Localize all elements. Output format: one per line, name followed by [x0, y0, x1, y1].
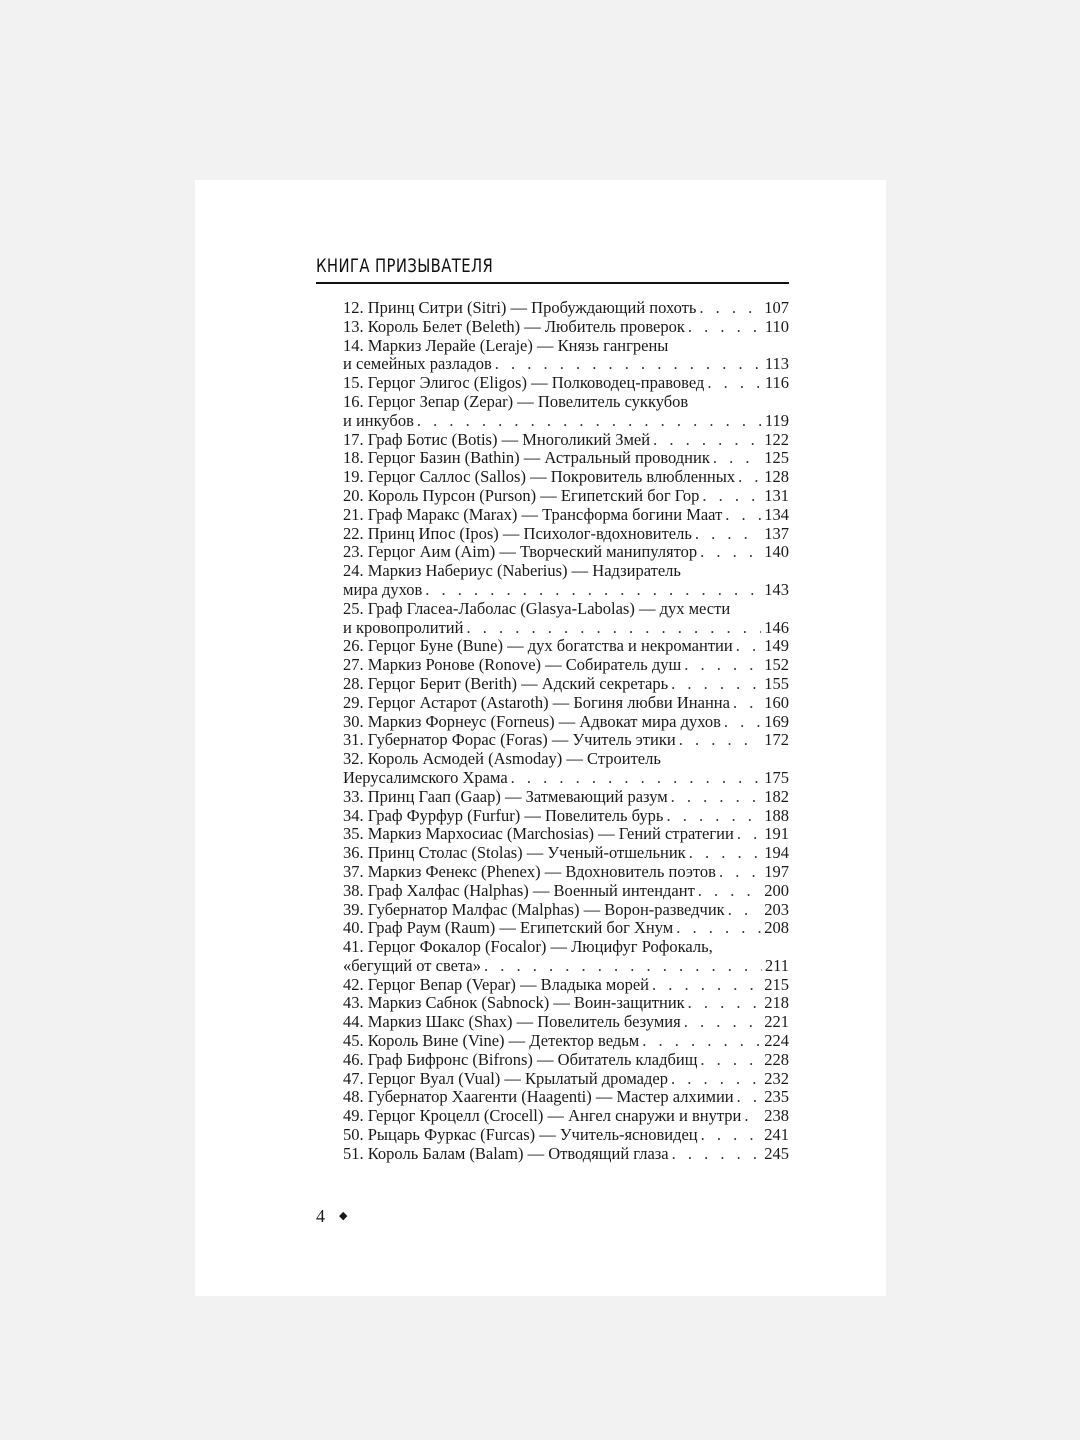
toc-entry	[343, 1107, 789, 1126]
toc-entry-title: 14. Маркиз Лерайе (Leraje) — Князь гангрены	[343, 336, 669, 355]
dot-leader	[511, 769, 762, 788]
toc-entry-title: 45. Король Вине (Vine) — Детектор ведьм	[343, 1032, 640, 1051]
toc-line	[343, 619, 789, 638]
toc-line	[343, 901, 789, 920]
toc-entry	[343, 1032, 789, 1051]
toc-entry	[343, 1145, 789, 1164]
toc-entry	[343, 487, 789, 506]
toc-entry	[343, 318, 789, 337]
toc-page-number: 221	[764, 1013, 789, 1032]
toc-page-number: 169	[764, 712, 789, 731]
dot-leader	[724, 713, 761, 732]
toc-entry	[343, 468, 789, 487]
toc-entry-title: 32. Король Асмодей (Asmoday) — Строитель	[343, 750, 661, 769]
folio	[316, 1206, 347, 1227]
toc-page-number: 116	[764, 374, 789, 393]
toc-page-number: 224	[764, 1032, 789, 1051]
toc-line	[343, 525, 789, 544]
dot-leader	[744, 1107, 761, 1126]
toc-page-number: 140	[764, 543, 789, 562]
toc-page-number: 137	[764, 524, 789, 543]
toc-entry-title: 24. Маркиз Набериус (Naberius) — Надзиратель	[343, 562, 681, 581]
toc-entry-title: 33. Принц Гаап (Gaap) — Затмевающий разум	[343, 787, 668, 806]
toc-page-number: 211	[764, 956, 789, 975]
running-head: КНИГА ПРИЗЫВАТЕЛЯ	[316, 255, 494, 277]
toc-entry-title: 51. Король Балам (Balam) — Отводящий глаза	[343, 1144, 669, 1163]
toc-entry-title: 18. Герцог Базин (Bathin) — Астральный проводник	[343, 449, 710, 468]
toc-entry-title: 22. Принц Ипос (Ipos) — Психолог-вдохновитель	[343, 524, 692, 543]
dot-leader	[737, 1088, 762, 1107]
toc-page-number: 172	[764, 731, 789, 750]
toc-page-number: 119	[764, 411, 789, 430]
toc-entry-title: 41. Герцог Фокалор (Focalor) — Люцифуг Рофокаль,	[343, 938, 713, 957]
toc-entry-title: 16. Герцог Зепар (Zepar) — Повелитель суккубов	[343, 392, 689, 411]
toc-entry-title: 13. Король Белет (Beleth) — Любитель проверок	[343, 317, 685, 336]
toc-line	[343, 769, 789, 788]
toc-page-number: 235	[764, 1088, 789, 1107]
dot-leader	[733, 694, 761, 713]
toc-entry	[343, 562, 789, 600]
toc-entry	[343, 1013, 789, 1032]
toc-line	[343, 374, 789, 393]
dot-leader	[484, 957, 762, 976]
toc-entry	[343, 337, 789, 375]
dot-leader	[417, 412, 762, 431]
dot-leader	[684, 656, 761, 675]
dot-leader	[713, 449, 761, 468]
toc-line	[343, 788, 789, 807]
toc-page-number: 131	[764, 486, 789, 505]
toc-line	[343, 487, 789, 506]
toc-page-number: 122	[764, 430, 789, 449]
toc-entry-title: 36. Принц Столас (Stolas) — Ученый-отшельник	[343, 844, 686, 863]
toc-entry-title: 26. Герцог Буне (Bune) — дух богатства и некромантии	[343, 637, 733, 656]
toc-entry	[343, 994, 789, 1013]
toc-page-number: 152	[764, 656, 789, 675]
dot-leader	[728, 901, 762, 920]
toc-entry	[343, 788, 789, 807]
dot-leader	[701, 1126, 762, 1145]
page-number: 4	[316, 1206, 325, 1226]
dot-leader	[688, 318, 762, 337]
dot-leader	[671, 1070, 761, 1089]
dot-leader	[700, 1051, 761, 1070]
toc-entry-title: Иерусалимского Храма	[343, 768, 508, 787]
toc-entry-title: мира духов	[343, 580, 423, 599]
dot-leader	[672, 1145, 762, 1164]
toc-entry-title: 21. Граф Маракс (Marax) — Трансформа богини Маат	[343, 505, 723, 524]
toc-page-number: 143	[764, 580, 789, 599]
toc-entry	[343, 731, 789, 750]
toc-entry-title: 28. Герцог Берит (Berith) — Адский секретарь	[343, 674, 669, 693]
toc-line	[343, 976, 789, 995]
toc-entry	[343, 713, 789, 732]
toc-line	[343, 957, 789, 976]
toc-line	[343, 318, 789, 337]
toc-page-number: 160	[764, 693, 789, 712]
toc-line	[343, 468, 789, 487]
toc-page-number: 245	[764, 1144, 789, 1163]
toc-entry	[343, 882, 789, 901]
toc-entry-title: 38. Граф Халфас (Halphas) — Военный интендант	[343, 881, 695, 900]
toc-page-number: 149	[764, 637, 789, 656]
toc-page-number: 218	[764, 994, 789, 1013]
toc-entry-title: 49. Герцог Кроцелл (Crocell) — Ангел снаружи и внутри	[343, 1107, 742, 1126]
toc-line	[343, 431, 789, 450]
toc-page-number: 113	[764, 355, 789, 374]
toc-entry-title: 37. Маркиз Фенекс (Phenex) — Вдохновитель поэтов	[343, 862, 716, 881]
toc-line	[343, 1107, 789, 1126]
dot-leader	[736, 637, 762, 656]
toc-page-number: 188	[764, 806, 789, 825]
dot-leader	[676, 919, 761, 938]
toc-line	[343, 1126, 789, 1145]
toc-page-number: 197	[764, 862, 789, 881]
toc-line	[343, 938, 789, 957]
dot-leader	[719, 863, 761, 882]
toc-entry	[343, 543, 789, 562]
toc-line	[343, 694, 789, 713]
dot-leader	[699, 299, 761, 318]
toc-entry	[343, 1070, 789, 1089]
toc-entry	[343, 694, 789, 713]
dot-leader	[737, 825, 761, 844]
toc-entry-title: 34. Граф Фурфур (Furfur) — Повелитель бурь	[343, 806, 664, 825]
toc-line	[343, 863, 789, 882]
toc-entry-title: и инкубов	[343, 411, 414, 430]
toc-page-number: 128	[764, 468, 789, 487]
toc-entry	[343, 938, 789, 976]
toc-page-number: 125	[764, 449, 789, 468]
toc-entry	[343, 675, 789, 694]
dot-leader	[495, 355, 762, 374]
toc-line	[343, 675, 789, 694]
dot-leader	[725, 506, 761, 525]
toc-entry	[343, 393, 789, 431]
dot-leader	[702, 487, 761, 506]
toc-entry	[343, 656, 789, 675]
toc-page-number: 155	[764, 674, 789, 693]
dot-leader	[700, 543, 761, 562]
toc-entry-title: 43. Маркиз Сабнок (Sabnock) — Воин-защитник	[343, 994, 685, 1013]
dot-leader	[679, 731, 762, 750]
dot-leader	[642, 1032, 761, 1051]
toc-entry-title: 46. Граф Бифронс (Bifrons) — Обитатель кладбищ	[343, 1050, 698, 1069]
toc-page-number: 110	[764, 317, 789, 336]
toc-line	[343, 600, 789, 619]
toc-entry	[343, 844, 789, 863]
toc-line	[343, 1145, 789, 1164]
toc-entry-title: 42. Герцог Вепар (Vepar) — Владыка морей	[343, 975, 650, 994]
dot-leader	[466, 619, 761, 638]
toc-entry	[343, 919, 789, 938]
dot-leader	[684, 1013, 762, 1032]
toc-entry-title: 29. Герцог Астарот (Astaroth) — Богиня любви Инанна	[343, 693, 730, 712]
toc-entry	[343, 1051, 789, 1070]
toc-entry	[343, 1088, 789, 1107]
toc-line	[343, 750, 789, 769]
toc-entry	[343, 825, 789, 844]
toc-line	[343, 731, 789, 750]
toc-line	[343, 637, 789, 656]
toc-line	[343, 355, 789, 374]
toc-entry-title: 44. Маркиз Шакс (Shax) — Повелитель безумия	[343, 1013, 681, 1032]
toc-page-number: 182	[764, 787, 789, 806]
dot-leader	[653, 431, 761, 450]
toc-line	[343, 449, 789, 468]
toc-page-number: 146	[764, 618, 789, 637]
toc-entry-title: и семейных разладов	[343, 355, 492, 374]
toc-entry	[343, 449, 789, 468]
toc-line	[343, 844, 789, 863]
toc-entry-title: 15. Герцог Элигос (Eligos) — Полководец-правовед	[343, 374, 705, 393]
toc-line	[343, 412, 789, 431]
toc-page-number: 215	[764, 975, 789, 994]
toc-line	[343, 994, 789, 1013]
toc-entry-title: 48. Губернатор Хаагенти (Haagenti) — Мастер алхимии	[343, 1088, 734, 1107]
toc-entry	[343, 637, 789, 656]
toc-line	[343, 506, 789, 525]
toc-page-number: 228	[764, 1050, 789, 1069]
toc-line	[343, 713, 789, 732]
toc-page-number: 208	[764, 919, 789, 938]
toc-entry	[343, 976, 789, 995]
toc-line	[343, 1070, 789, 1089]
toc-page-number: 107	[764, 299, 789, 317]
toc-entry-title: 47. Герцог Вуал (Vual) — Крылатый дромадер	[343, 1069, 668, 1088]
toc-entry	[343, 299, 789, 318]
toc-line	[343, 1051, 789, 1070]
toc-entry-title: 50. Рыцарь Фуркас (Furcas) — Учитель-ясновидец	[343, 1126, 698, 1145]
toc-entry-title: и кровопролитий	[343, 618, 464, 637]
toc-entry-title: 30. Маркиз Форнеус (Forneus) — Адвокат мира духов	[343, 712, 721, 731]
toc-page-number: 194	[764, 844, 789, 863]
book-page	[195, 180, 886, 1296]
toc-line	[343, 1013, 789, 1032]
toc-line	[343, 919, 789, 938]
toc-page-number: 134	[764, 505, 789, 524]
toc-page-number: 241	[764, 1126, 789, 1145]
toc-entry-title: 17. Граф Ботис (Botis) — Многоликий Змей	[343, 430, 651, 449]
toc-entry-title: «бегущий от света»	[343, 956, 481, 975]
dot-leader	[666, 807, 761, 826]
toc-entry-title: 27. Маркиз Ронове (Ronove) — Собиратель душ	[343, 656, 682, 675]
toc-line	[343, 807, 789, 826]
toc-entry-title: 35. Маркиз Мархосиас (Marchosias) — Гений стратегии	[343, 825, 734, 844]
dot-leader	[671, 788, 762, 807]
dot-leader	[707, 374, 762, 393]
dot-leader	[738, 468, 761, 487]
toc-line	[343, 656, 789, 675]
dot-leader	[695, 525, 761, 544]
toc-line	[343, 825, 789, 844]
header-rule	[316, 282, 789, 284]
toc-line	[343, 337, 789, 356]
toc-page-number: 175	[764, 768, 789, 787]
toc-entry-title: 20. Король Пурсон (Purson) — Египетский бог Гор	[343, 486, 700, 505]
toc-page-number: 232	[764, 1069, 789, 1088]
toc-page-number: 191	[764, 825, 789, 844]
toc-entry-title: 39. Губернатор Малфас (Malphas) — Ворон-разведчик	[343, 900, 725, 919]
toc-entry	[343, 807, 789, 826]
toc-entry-title: 23. Герцог Аим (Aim) — Творческий манипулятор	[343, 543, 698, 562]
toc-entry	[343, 901, 789, 920]
toc-entry-title: 31. Губернатор Форас (Foras) — Учитель этики	[343, 731, 676, 750]
toc-line	[343, 562, 789, 581]
toc-entry	[343, 506, 789, 525]
toc-entry-title: 40. Граф Раум (Raum) — Египетский бог Хнум	[343, 919, 674, 938]
toc-entry	[343, 431, 789, 450]
dot-leader	[671, 675, 761, 694]
diamond-ornament-icon: ◆	[339, 1210, 348, 1222]
dot-leader	[689, 844, 762, 863]
toc-line	[343, 581, 789, 600]
toc-line	[343, 1088, 789, 1107]
toc-entry	[343, 600, 789, 638]
toc-entry	[343, 525, 789, 544]
toc-entry	[343, 374, 789, 393]
toc-page-number: 238	[764, 1107, 789, 1126]
toc-entry-title: 19. Герцог Саллос (Sallos) — Покровитель влюбленных	[343, 468, 736, 487]
toc-page-number: 203	[764, 900, 789, 919]
toc-entry	[343, 750, 789, 788]
toc-entry	[343, 1126, 789, 1145]
toc-page-number: 200	[764, 881, 789, 900]
dot-leader	[652, 976, 761, 995]
toc-entry-title: 25. Граф Гласеа-Лаболас (Glasya-Labolas) — дух мести	[343, 599, 731, 618]
toc-line	[343, 1032, 789, 1051]
toc-line	[343, 543, 789, 562]
toc-line	[343, 393, 789, 412]
toc-line	[343, 882, 789, 901]
toc-entry-title: 12. Принц Ситри (Sitri) — Пробуждающий похоть	[343, 299, 697, 317]
dot-leader	[425, 581, 761, 600]
dot-leader	[698, 882, 761, 901]
table-of-contents	[343, 299, 789, 1164]
toc-entry	[343, 863, 789, 882]
dot-leader	[688, 994, 762, 1013]
toc-line	[343, 299, 789, 318]
